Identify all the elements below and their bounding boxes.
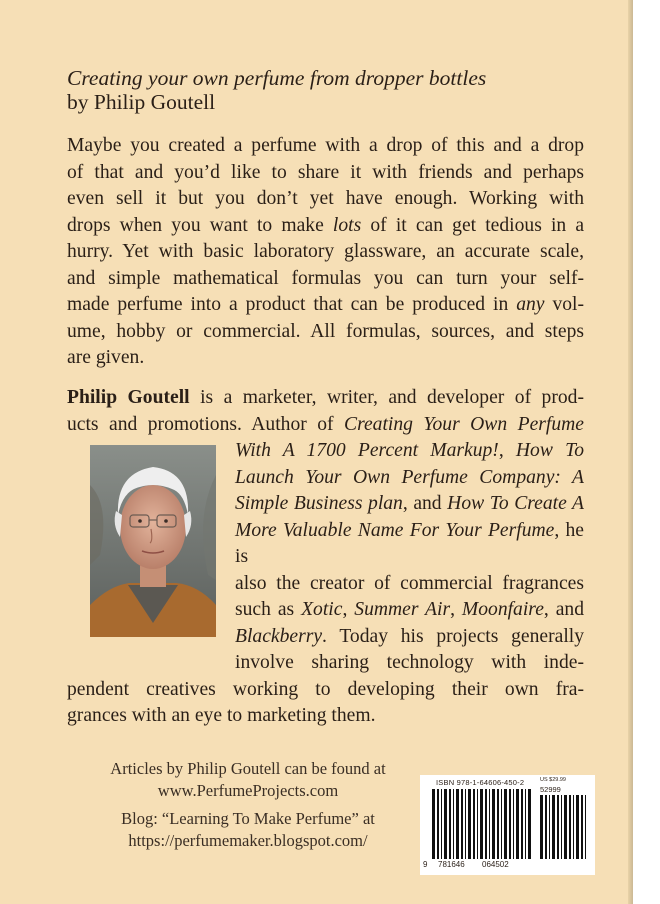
spine-edge <box>628 0 633 904</box>
author-photo <box>90 445 216 637</box>
barcode-bar <box>444 789 447 859</box>
barcode-bar <box>432 789 435 859</box>
barcode-bar <box>576 795 579 859</box>
barcode-bar <box>492 789 495 859</box>
bio-line: With A 1700 Percent Markup!, How To <box>235 440 584 461</box>
barcode-digits-right: 064502 <box>482 860 509 869</box>
barcode-bar <box>552 795 555 859</box>
intro-line: ume, hobby or commercial. All formulas, sources, and steps <box>67 320 584 342</box>
barcode-bar <box>465 789 466 859</box>
barcode-bar <box>564 795 567 859</box>
intro-paragraph <box>67 133 584 372</box>
bio-line: such as Xotic, Summer Air, Moonfaire, and <box>235 599 585 620</box>
barcode-bar <box>504 789 507 859</box>
intro-line: Maybe you created a perfume with a drop of this and a drop <box>67 135 584 156</box>
isbn-barcode <box>420 775 595 875</box>
barcode-bar <box>473 789 475 859</box>
barcode-bar <box>513 789 514 859</box>
book-byline: by Philip Goutell <box>67 90 216 114</box>
intro-line: are given. <box>67 347 145 368</box>
barcode-bar <box>540 795 543 859</box>
bio-line: Philip Goutell is a marketer, writer, and developer of prod- <box>67 387 584 408</box>
barcode-bar <box>585 795 586 859</box>
barcode-bar <box>521 789 523 859</box>
bio-line: More Valuable Name For Your Perfume, he is <box>235 519 584 567</box>
barcode-bar <box>449 789 451 859</box>
intro-line: and simple mathematical formulas you can turn your self- <box>67 267 584 289</box>
barcode-bar <box>437 789 439 859</box>
barcode-bar <box>489 789 490 859</box>
blog-url: https://perfumemaker.blogspot.com/ <box>128 831 368 850</box>
book-title: Creating your own perfume from dropper bottles <box>67 66 487 90</box>
bio-line: ucts and promotions. Author of Creating Your Own Perfume <box>67 413 584 435</box>
barcode-bar <box>468 789 471 859</box>
barcode-bar <box>545 795 547 859</box>
barcode-bar <box>569 795 571 859</box>
bio-line: also the creator of commercial fragrances <box>235 572 584 594</box>
intro-line: of that and you’d like to share it with friends and perhaps <box>67 161 584 183</box>
author-name: Philip Goutell <box>67 387 190 408</box>
barcode-bar <box>525 789 526 859</box>
isbn-number: ISBN 978-1-64606-450-2 <box>436 778 525 787</box>
barcode-bar <box>497 789 499 859</box>
barcode-bar <box>509 789 511 859</box>
barcode-bar <box>573 795 574 859</box>
intro-line: drops when you want to make lots of it can get tedious in a <box>67 214 585 236</box>
bio-line: Blackberry. Today his projects generally <box>235 625 584 647</box>
articles-line: Articles by Philip Goutell can be found at <box>110 759 386 778</box>
bio-line: Simple Business plan, and How To Create A <box>235 493 584 514</box>
barcode-digits-left: 781646 <box>438 860 465 869</box>
barcode-bar <box>516 789 519 859</box>
author-photo-illustration <box>90 445 216 637</box>
barcode-digit-prefix: 9 <box>423 860 428 869</box>
barcode-bar <box>456 789 459 859</box>
blog-line: Blog: “Learning To Make Perfume” at <box>121 809 375 828</box>
bio-line: grances with an eye to marketing them. <box>67 705 376 726</box>
barcode-bar <box>549 795 550 859</box>
footer-info <box>88 758 408 852</box>
barcode-bar <box>453 789 454 859</box>
barcode-bar <box>528 789 531 859</box>
bio-line: involve sharing technology with inde- <box>235 652 584 673</box>
intro-line: hurry. Yet with basic laboratory glassware, an accurate scale, <box>67 241 584 262</box>
bio-line: Launch Your Own Perfume Company: A <box>235 466 584 488</box>
intro-line: made perfume into a product that can be produced in any vol- <box>67 294 584 315</box>
bio-line: pendent creatives working to developing their own fra- <box>67 678 584 700</box>
intro-line: even sell it but you don’t yet have enough. Working with <box>67 188 584 209</box>
price-label: US $29.99 <box>540 777 566 783</box>
articles-url: www.PerfumeProjects.com <box>157 781 339 800</box>
barcode-bar <box>581 795 583 859</box>
barcode-bar <box>485 789 487 859</box>
barcode-bar <box>561 795 562 859</box>
barcode-bar <box>477 789 478 859</box>
barcode-bar <box>461 789 463 859</box>
barcode-bar <box>557 795 559 859</box>
barcode-bar <box>501 789 502 859</box>
price-code: 52999 <box>540 785 561 794</box>
barcode-bar <box>480 789 483 859</box>
barcode-bar <box>441 789 442 859</box>
book-header <box>67 66 587 114</box>
